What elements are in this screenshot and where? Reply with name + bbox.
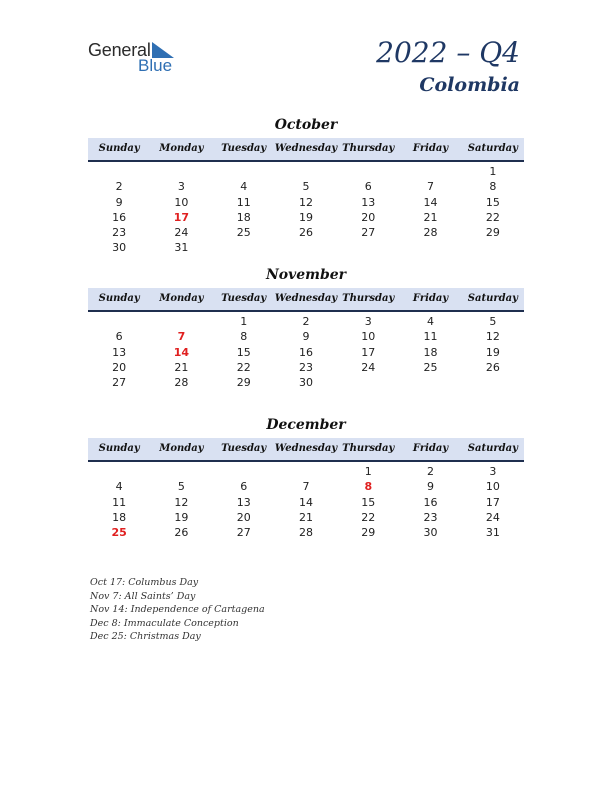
date-cell: 1 xyxy=(489,165,497,178)
date-cell: 25 xyxy=(423,360,438,374)
date-cell: 2 xyxy=(115,180,123,194)
generalblue-logo xyxy=(88,40,188,76)
empty-date-cell xyxy=(399,375,461,390)
weekday-header xyxy=(88,138,524,162)
date-cell: 22 xyxy=(236,360,251,374)
week-row xyxy=(88,479,524,494)
date-cell: 18 xyxy=(236,210,251,224)
weekday-label: Wednesday xyxy=(274,143,338,154)
week-row xyxy=(88,225,524,240)
date-cell: 7 xyxy=(427,180,435,194)
date-cell: 29 xyxy=(361,526,376,540)
page-title: 2022 – Q4 xyxy=(376,36,520,69)
date-cell: 27 xyxy=(236,526,251,540)
weekday-label: Thursday xyxy=(342,293,395,304)
weekday-label: Saturday xyxy=(467,143,518,154)
weekday-label: Monday xyxy=(159,293,204,304)
holiday-note: Dec 8: Immaculate Conception xyxy=(90,617,239,629)
empty-date-cell xyxy=(88,314,150,329)
date-cell: 28 xyxy=(423,226,438,240)
weekday-label: Tuesday xyxy=(221,293,267,304)
empty-date-cell xyxy=(399,240,461,255)
month-title: December xyxy=(266,417,346,433)
date-cell: 16 xyxy=(298,345,313,359)
date-cell: 31 xyxy=(174,241,189,255)
week-row xyxy=(88,314,524,329)
week-row xyxy=(88,495,524,510)
date-cell: 14 xyxy=(298,495,313,509)
empty-date-cell xyxy=(213,240,275,255)
holiday-note: Oct 17: Columbus Day xyxy=(90,577,199,588)
empty-date-cell xyxy=(213,464,275,479)
weekday-header xyxy=(88,438,524,462)
date-cell: 18 xyxy=(112,510,127,524)
month-november xyxy=(88,266,524,390)
date-cell: 22 xyxy=(361,510,376,524)
week-row xyxy=(88,525,524,540)
date-cell: 28 xyxy=(174,376,189,390)
empty-date-cell xyxy=(462,375,524,390)
holiday-date-cell: 7 xyxy=(177,330,186,344)
date-cell: 26 xyxy=(485,360,500,374)
weekday-label: Thursday xyxy=(342,443,395,454)
weekday-label: Monday xyxy=(159,443,204,454)
date-cell: 27 xyxy=(112,376,127,390)
date-cell: 10 xyxy=(485,480,500,494)
date-cell: 16 xyxy=(112,210,127,224)
weekday-label: Saturday xyxy=(467,443,518,454)
weekday-label: Friday xyxy=(412,143,449,154)
date-cell: 3 xyxy=(489,465,497,478)
date-cell: 13 xyxy=(112,345,127,359)
date-cell: 1 xyxy=(240,315,248,328)
week-row xyxy=(88,360,524,375)
date-cell: 20 xyxy=(361,210,376,224)
date-cell: 20 xyxy=(112,360,127,374)
empty-date-cell xyxy=(399,164,461,179)
date-cell: 11 xyxy=(236,195,251,209)
date-cell: 23 xyxy=(423,510,438,524)
empty-date-cell xyxy=(337,240,399,255)
logo-text-general: General xyxy=(88,40,151,60)
empty-date-cell xyxy=(213,164,275,179)
calendar-grid xyxy=(88,464,524,540)
week-row xyxy=(88,240,524,255)
date-cell: 9 xyxy=(302,330,310,344)
empty-date-cell xyxy=(337,375,399,390)
weekday-label: Tuesday xyxy=(221,143,267,154)
date-cell: 8 xyxy=(489,180,497,194)
date-cell: 26 xyxy=(298,226,313,240)
date-cell: 19 xyxy=(485,345,500,359)
month-december xyxy=(88,416,524,540)
date-cell: 11 xyxy=(423,330,438,344)
date-cell: 23 xyxy=(112,226,127,240)
date-cell: 18 xyxy=(423,345,438,359)
week-row xyxy=(88,375,524,390)
week-row xyxy=(88,164,524,179)
date-cell: 12 xyxy=(298,195,313,209)
empty-date-cell xyxy=(88,164,150,179)
date-cell: 16 xyxy=(423,495,438,509)
date-cell: 17 xyxy=(485,495,500,509)
empty-date-cell xyxy=(275,464,337,479)
date-cell: 2 xyxy=(302,315,310,328)
empty-date-cell xyxy=(88,464,150,479)
date-cell: 10 xyxy=(361,330,376,344)
date-cell: 4 xyxy=(240,180,248,194)
date-cell: 6 xyxy=(240,480,248,494)
empty-date-cell xyxy=(150,314,212,329)
date-cell: 22 xyxy=(485,210,500,224)
week-row xyxy=(88,345,524,360)
date-cell: 30 xyxy=(298,376,313,390)
date-cell: 13 xyxy=(236,495,251,509)
date-cell: 21 xyxy=(174,360,189,374)
date-cell: 3 xyxy=(364,315,372,328)
weekday-label: Thursday xyxy=(342,143,395,154)
calendar-grid xyxy=(88,314,524,390)
logo-text-blue: Blue xyxy=(138,56,173,75)
page-subtitle: Colombia xyxy=(419,74,520,96)
date-cell: 7 xyxy=(302,480,310,494)
week-row xyxy=(88,195,524,210)
week-row xyxy=(88,210,524,225)
date-cell: 19 xyxy=(174,510,189,524)
date-cell: 24 xyxy=(361,360,376,374)
date-cell: 27 xyxy=(361,226,376,240)
date-cell: 30 xyxy=(423,526,438,540)
date-cell: 29 xyxy=(236,376,251,390)
date-cell: 26 xyxy=(174,526,189,540)
weekday-label: Sunday xyxy=(98,443,140,454)
date-cell: 10 xyxy=(174,195,189,209)
date-cell: 29 xyxy=(485,226,500,240)
week-row xyxy=(88,329,524,344)
date-cell: 8 xyxy=(240,330,248,344)
week-row xyxy=(88,510,524,525)
date-cell: 4 xyxy=(427,315,435,328)
date-cell: 19 xyxy=(298,210,313,224)
date-cell: 14 xyxy=(423,195,438,209)
empty-date-cell xyxy=(150,164,212,179)
date-cell: 31 xyxy=(485,526,500,540)
date-cell: 6 xyxy=(364,180,372,194)
weekday-label: Wednesday xyxy=(274,293,338,304)
date-cell: 5 xyxy=(489,315,497,328)
date-cell: 13 xyxy=(361,195,376,209)
date-cell: 15 xyxy=(361,495,376,509)
date-cell: 30 xyxy=(112,241,127,255)
month-title: November xyxy=(265,267,347,283)
date-cell: 24 xyxy=(174,226,189,240)
empty-date-cell xyxy=(462,240,524,255)
weekday-label: Wednesday xyxy=(274,443,338,454)
empty-date-cell xyxy=(275,164,337,179)
empty-date-cell xyxy=(275,240,337,255)
date-cell: 2 xyxy=(427,465,435,478)
date-cell: 5 xyxy=(302,180,310,194)
date-cell: 25 xyxy=(236,226,251,240)
empty-date-cell xyxy=(150,464,212,479)
holiday-note: Nov 7: All Saints’ Day xyxy=(90,590,196,602)
date-cell: 12 xyxy=(485,330,500,344)
date-cell: 1 xyxy=(364,465,372,478)
holiday-date-cell: 8 xyxy=(364,480,373,494)
date-cell: 24 xyxy=(485,510,500,524)
date-cell: 15 xyxy=(236,345,251,359)
week-row xyxy=(88,464,524,479)
date-cell: 4 xyxy=(115,480,123,494)
weekday-label: Monday xyxy=(159,143,204,154)
date-cell: 11 xyxy=(112,495,127,509)
date-cell: 6 xyxy=(115,330,123,344)
date-cell: 23 xyxy=(298,360,313,374)
date-cell: 21 xyxy=(423,210,438,224)
weekday-label: Tuesday xyxy=(221,443,267,454)
holiday-date-cell: 25 xyxy=(111,526,127,540)
date-cell: 3 xyxy=(177,180,185,194)
date-cell: 28 xyxy=(298,526,313,540)
holiday-date-cell: 17 xyxy=(173,210,190,224)
date-cell: 9 xyxy=(427,480,435,494)
holiday-date-cell: 14 xyxy=(173,345,190,359)
holiday-note: Nov 14: Independence of Cartagena xyxy=(90,604,265,616)
month-title: October xyxy=(274,117,338,133)
month-october xyxy=(88,116,524,256)
holiday-notes xyxy=(90,576,265,644)
date-cell: 15 xyxy=(485,195,500,209)
empty-date-cell xyxy=(337,164,399,179)
weekday-header xyxy=(88,288,524,312)
date-cell: 17 xyxy=(361,345,376,359)
weekday-label: Saturday xyxy=(467,293,518,304)
calendar-grid xyxy=(88,164,524,256)
weekday-label: Sunday xyxy=(98,293,140,304)
weekday-label: Friday xyxy=(412,293,449,304)
date-cell: 9 xyxy=(115,195,123,209)
date-cell: 12 xyxy=(174,495,189,509)
date-cell: 5 xyxy=(177,480,185,494)
weekday-label: Friday xyxy=(412,443,449,454)
date-cell: 20 xyxy=(236,510,251,524)
holiday-note: Dec 25: Christmas Day xyxy=(90,631,201,643)
week-row xyxy=(88,179,524,194)
date-cell: 21 xyxy=(298,510,313,524)
weekday-label: Sunday xyxy=(98,143,140,154)
